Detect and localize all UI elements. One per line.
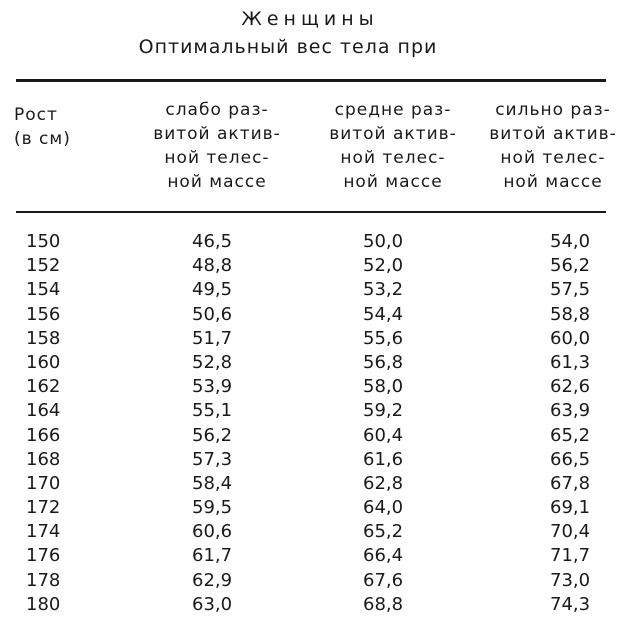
table-row <box>0 351 620 375</box>
header-high-mass: сильно раз- витой актив- ной телес- ной массе <box>489 100 617 192</box>
cell-low-mass: 48,8 <box>192 255 233 277</box>
cell-low-mass: 57,3 <box>192 448 233 470</box>
cell-high-mass: 73,0 <box>550 569 591 591</box>
cell-height: 172 <box>26 497 61 519</box>
cell-mid-mass: 55,6 <box>363 327 404 349</box>
table-row <box>0 303 620 327</box>
cell-mid-mass: 65,2 <box>363 521 404 543</box>
cell-high-mass: 60,0 <box>550 327 591 349</box>
cell-low-mass: 51,7 <box>192 327 233 349</box>
cell-mid-mass: 59,2 <box>363 400 404 422</box>
cell-height: 180 <box>26 593 61 615</box>
table-row <box>0 375 620 399</box>
cell-height: 174 <box>26 521 61 543</box>
cell-low-mass: 50,6 <box>192 303 233 325</box>
cell-mid-mass: 64,0 <box>363 497 404 519</box>
cell-high-mass: 65,2 <box>550 424 591 446</box>
cell-high-mass: 62,6 <box>550 376 591 398</box>
cell-mid-mass: 66,4 <box>363 545 404 567</box>
cell-height: 154 <box>26 279 61 301</box>
cell-low-mass: 52,8 <box>192 351 233 373</box>
table-row <box>0 544 620 568</box>
table-row <box>0 593 620 617</box>
table-row <box>0 254 620 278</box>
cell-high-mass: 63,9 <box>550 400 591 422</box>
cell-height: 160 <box>26 351 61 373</box>
cell-high-mass: 66,5 <box>550 448 591 470</box>
header-low-mass: слабо раз- витой актив- ной телес- ной массе <box>153 100 281 192</box>
cell-low-mass: 49,5 <box>192 279 233 301</box>
table-subtitle: Оптимальный вес тела при <box>138 36 438 58</box>
cell-low-mass: 61,7 <box>192 545 233 567</box>
cell-mid-mass: 54,4 <box>363 303 404 325</box>
cell-low-mass: 63,0 <box>192 593 233 615</box>
cell-height: 152 <box>26 255 61 277</box>
cell-high-mass: 58,8 <box>550 303 591 325</box>
cell-height: 150 <box>26 231 61 252</box>
table-body <box>0 230 620 617</box>
table-title: Женщины <box>241 8 379 30</box>
cell-mid-mass: 58,0 <box>363 376 404 398</box>
cell-height: 170 <box>26 472 61 494</box>
cell-high-mass: 56,2 <box>550 255 591 277</box>
cell-low-mass: 55,1 <box>192 400 233 422</box>
cell-mid-mass: 68,8 <box>363 593 404 615</box>
cell-height: 176 <box>26 545 61 567</box>
cell-high-mass: 67,8 <box>550 472 591 494</box>
cell-height: 156 <box>26 303 61 325</box>
cell-mid-mass: 61,6 <box>363 448 404 470</box>
cell-mid-mass: 50,0 <box>363 231 404 252</box>
cell-high-mass: 61,3 <box>550 351 591 373</box>
table-row <box>0 399 620 423</box>
table-row <box>0 230 620 254</box>
cell-height: 168 <box>26 448 61 470</box>
cell-mid-mass: 56,8 <box>363 351 404 373</box>
cell-low-mass: 60,6 <box>192 521 233 543</box>
table-row <box>0 520 620 544</box>
cell-low-mass: 46,5 <box>192 231 233 252</box>
cell-high-mass: 74,3 <box>550 593 591 615</box>
cell-high-mass: 69,1 <box>550 497 591 519</box>
cell-high-mass: 57,5 <box>550 279 591 301</box>
table-row <box>0 327 620 351</box>
cell-high-mass: 70,4 <box>550 521 591 543</box>
table-row <box>0 424 620 448</box>
table-row <box>0 278 620 302</box>
cell-high-mass: 54,0 <box>550 231 591 252</box>
cell-height: 162 <box>26 376 61 398</box>
cell-mid-mass: 67,6 <box>363 569 404 591</box>
cell-height: 158 <box>26 327 61 349</box>
cell-low-mass: 53,9 <box>192 376 233 398</box>
header-mid-mass: средне раз- витой актив- ной телес- ной массе <box>329 100 457 192</box>
table-row <box>0 472 620 496</box>
cell-mid-mass: 62,8 <box>363 472 404 494</box>
cell-low-mass: 58,4 <box>192 472 233 494</box>
header-rule <box>16 211 606 213</box>
cell-mid-mass: 60,4 <box>363 424 404 446</box>
cell-height: 178 <box>26 569 61 591</box>
cell-height: 166 <box>26 424 61 446</box>
table-row <box>0 496 620 520</box>
table-row <box>0 448 620 472</box>
top-rule <box>16 79 606 82</box>
cell-low-mass: 59,5 <box>192 497 233 519</box>
cell-mid-mass: 53,2 <box>363 279 404 301</box>
cell-mid-mass: 52,0 <box>363 255 404 277</box>
cell-low-mass: 62,9 <box>192 569 233 591</box>
cell-low-mass: 56,2 <box>192 424 233 446</box>
table-row <box>0 569 620 593</box>
cell-high-mass: 71,7 <box>550 545 591 567</box>
header-height: Рост (в см) <box>14 105 71 149</box>
cell-height: 164 <box>26 400 61 422</box>
